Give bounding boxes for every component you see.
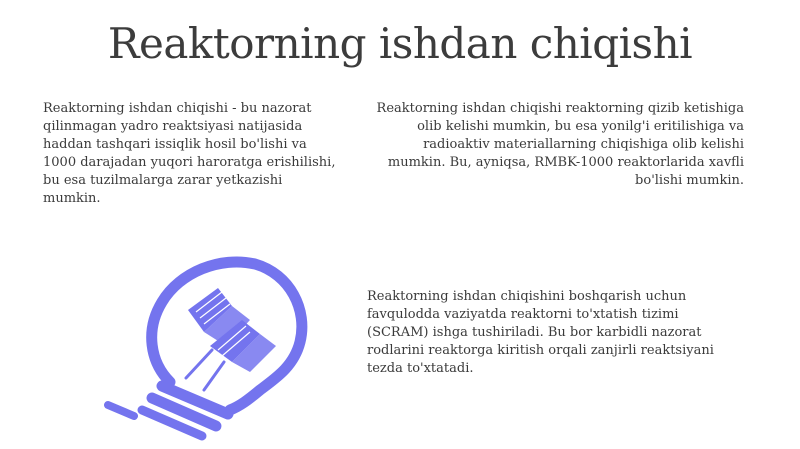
paragraph-definition: Reaktorning ishdan chiqishi - bu nazorat qilinmagan yadro reaktsiyasi natijasida haddan tashqari issiqlik hosil bo'lishi va 1000 darajadan yuqori haroratga erishilishi, bu esa tuzilmalarga zarar yetkazishi mumkin.	[43, 101, 336, 206]
paragraph-consequences: Reaktorning ishdan chiqishi reaktorning qizib ketishiga olib kelishi mumkin, bu esa yonilg'i eritilishiga va radioaktiv materiallarning chiqishiga olib kelishi mumkin. Bu, ayniqsa, RMBK-1000 reaktorlarida xavfli bo'lishi mumkin.	[376, 101, 744, 188]
slide-title: Reaktorning ishdan chiqishi	[107, 19, 693, 68]
lightbulb-book-icon	[100, 250, 310, 445]
paragraph-scram: Reaktorning ishdan chiqishini boshqarish uchun favqulodda vaziyatda reaktorni to'xtatish tizimi (SCRAM) ishga tushiriladi. Bu bor karbidli nazorat rodlarini reaktorga kiritish orqali zanjirli reaktsiyani tezda to'xtatadi.	[367, 289, 714, 376]
